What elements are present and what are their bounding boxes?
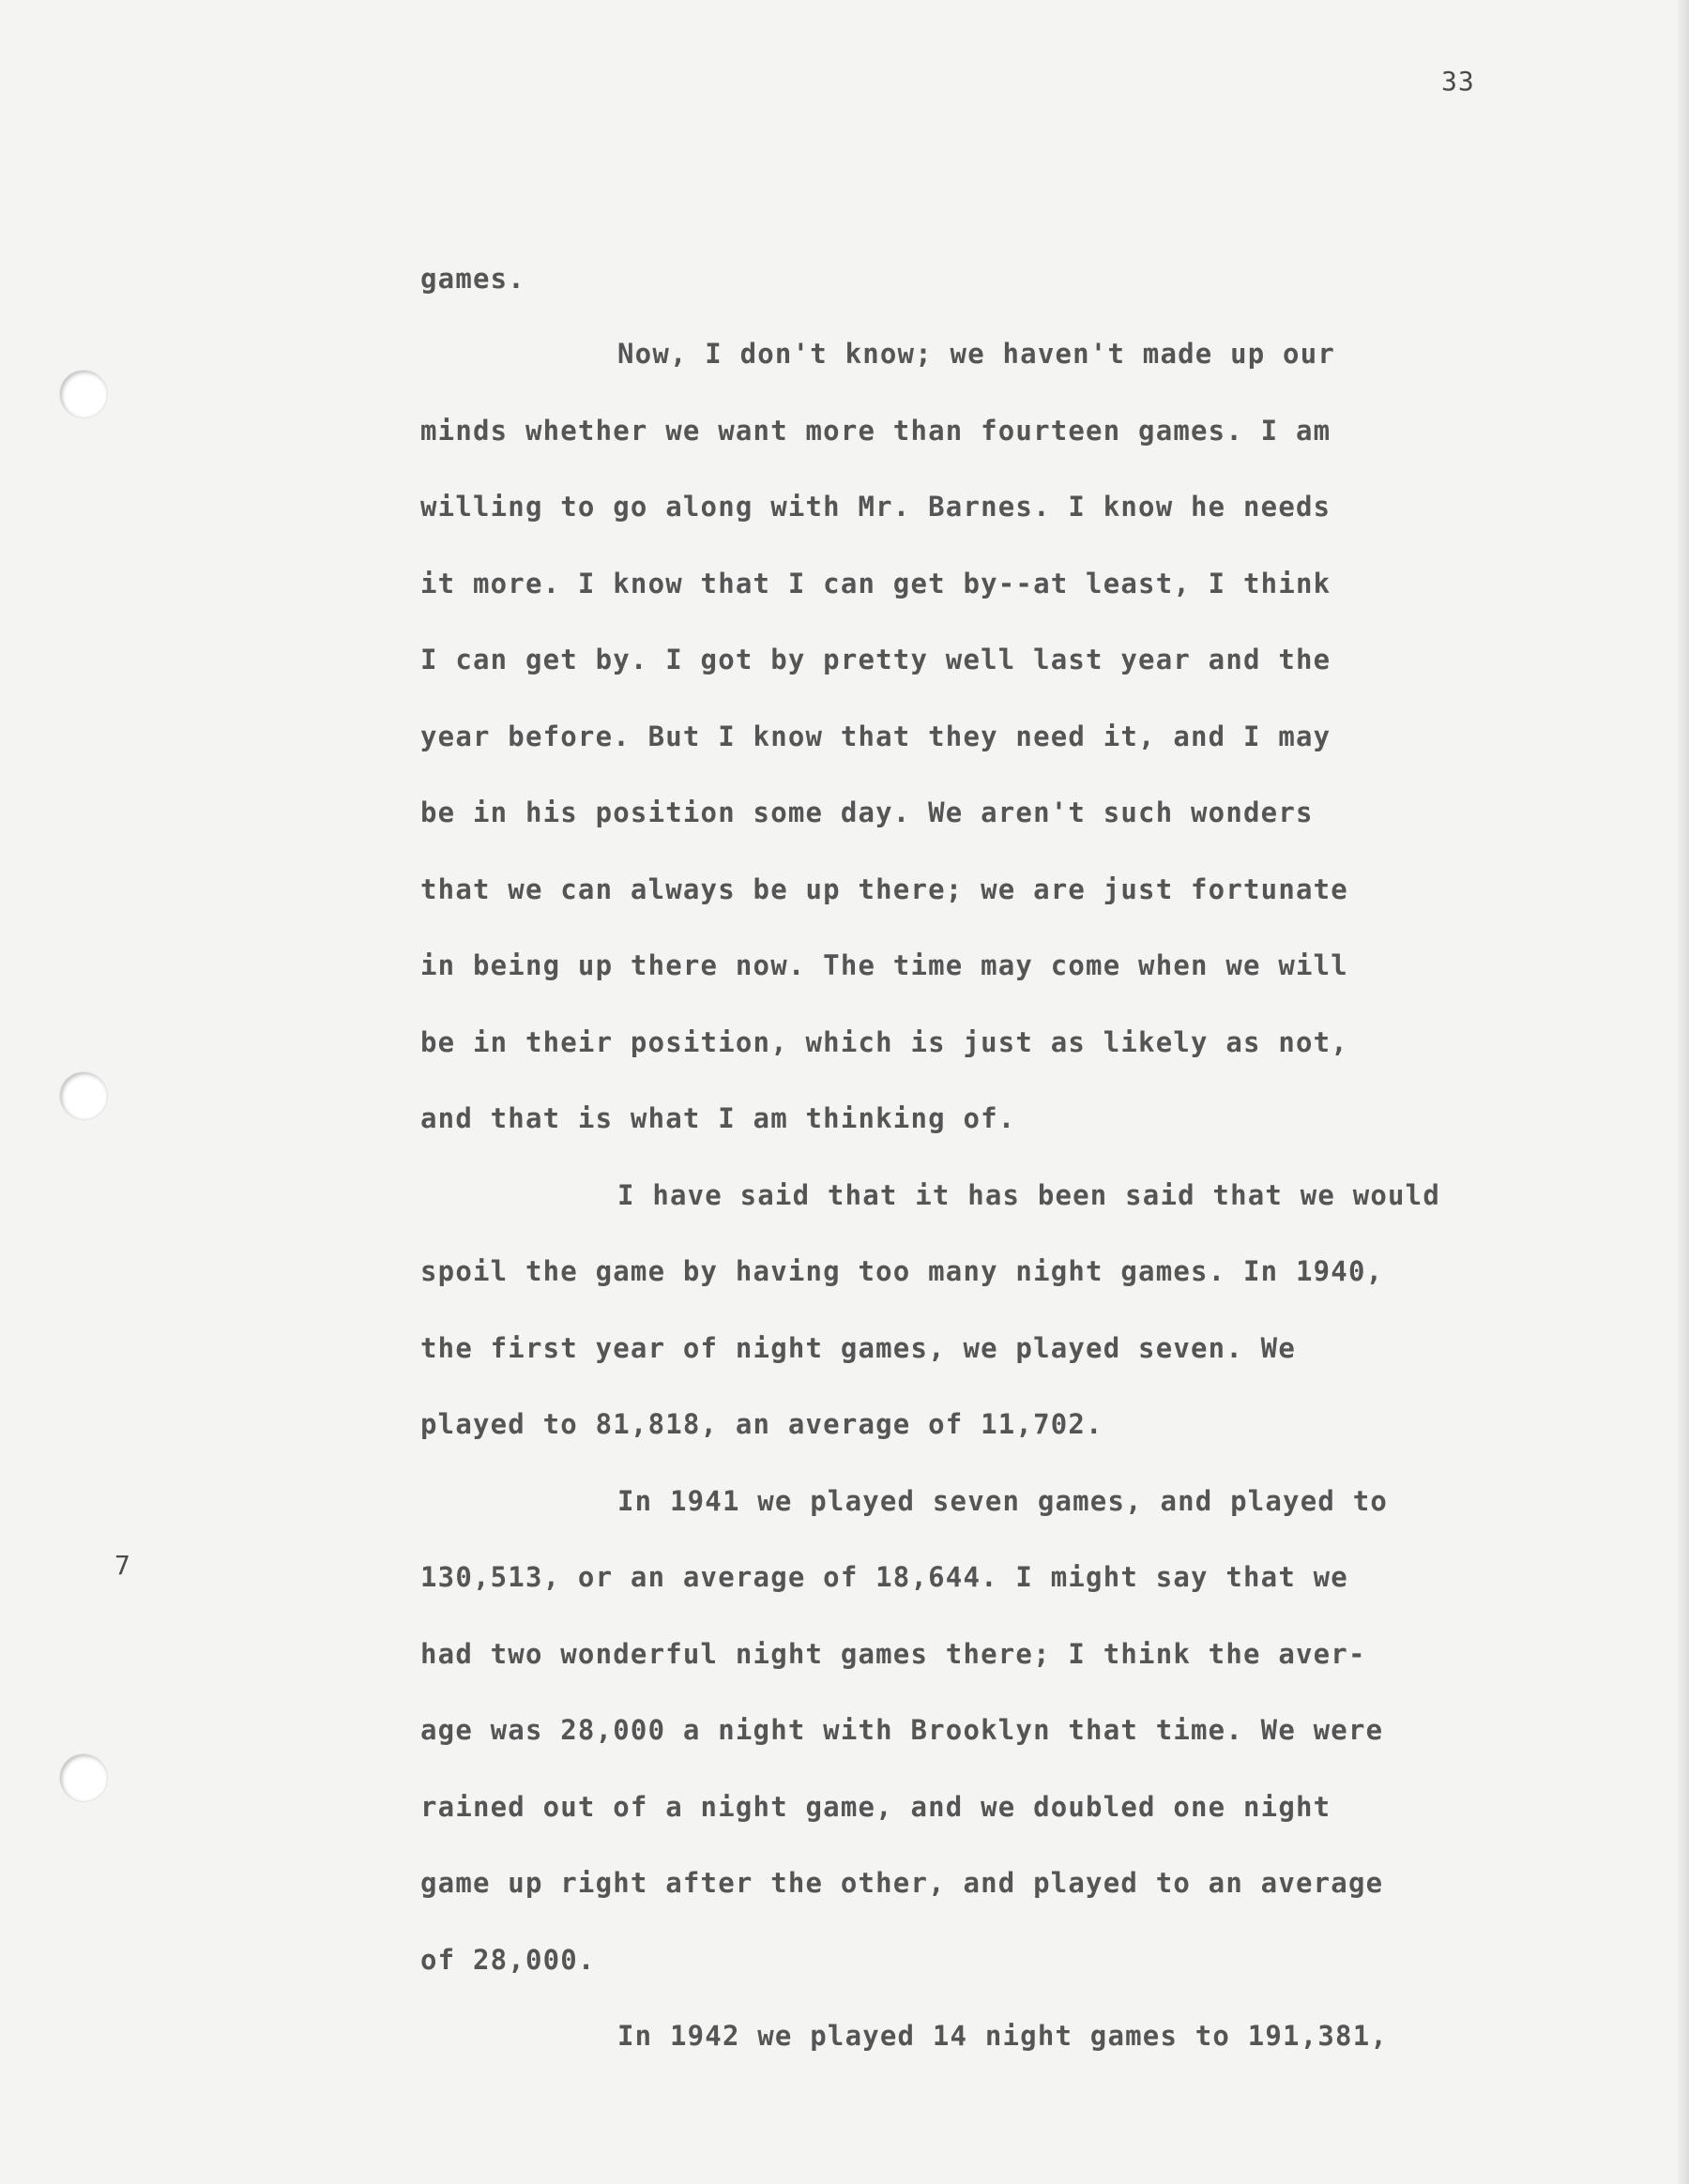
text-line: I have said that it has been said that we would — [617, 1179, 1440, 1211]
margin-note: 7 — [114, 1550, 130, 1581]
text-line: Now, I don't know; we haven't made up our — [617, 338, 1336, 370]
text-line: game up right after the other, and played to an average — [420, 1867, 1384, 1899]
text-line: the first year of night games, we played seven. We — [420, 1332, 1296, 1364]
text-line: had two wonderful night games there; I think the aver- — [420, 1638, 1366, 1670]
text-line: of 28,000. — [420, 1944, 596, 1976]
text-line: played to 81,818, an average of 11,702. — [420, 1408, 1103, 1440]
text-line: be in their position, which is just as likely as not, — [420, 1026, 1348, 1058]
binder-hole-middle — [60, 1072, 107, 1119]
text-line: age was 28,000 a night with Brooklyn that time. We were — [420, 1714, 1384, 1746]
page-edge-shadow — [1676, 0, 1689, 2184]
text-line: that we can always be up there; we are just fortunate — [420, 873, 1348, 905]
text-line: In 1941 we played seven games, and played to — [617, 1485, 1389, 1517]
text-line: rained out of a night game, and we doubled one night — [420, 1791, 1331, 1823]
text-line: minds whether we want more than fourteen games. I am — [420, 415, 1331, 447]
text-line: 130,513, or an average of 18,644. I might say that we — [420, 1561, 1348, 1593]
text-line: willing to go along with Mr. Barnes. I know he needs — [420, 491, 1331, 523]
text-line: in being up there now. The time may come when we will — [420, 949, 1348, 981]
text-line: In 1942 we played 14 night games to 191,381, — [617, 2020, 1389, 2052]
page-number: 33 — [1441, 66, 1475, 97]
text-line: be in his position some day. We aren't such wonders — [420, 796, 1314, 828]
binder-hole-top — [60, 371, 107, 417]
text-line: I can get by. I got by pretty well last year and the — [420, 644, 1331, 675]
text-line: and that is what I am thinking of. — [420, 1102, 1016, 1134]
text-line: year before. But I know that they need it, and I may — [420, 720, 1331, 752]
text-line: it more. I know that I can get by--at least, I think — [420, 568, 1331, 599]
binder-hole-bottom — [60, 1754, 107, 1801]
text-line: spoil the game by having too many night games. In 1940, — [420, 1255, 1384, 1287]
text-line: games. — [420, 263, 525, 295]
